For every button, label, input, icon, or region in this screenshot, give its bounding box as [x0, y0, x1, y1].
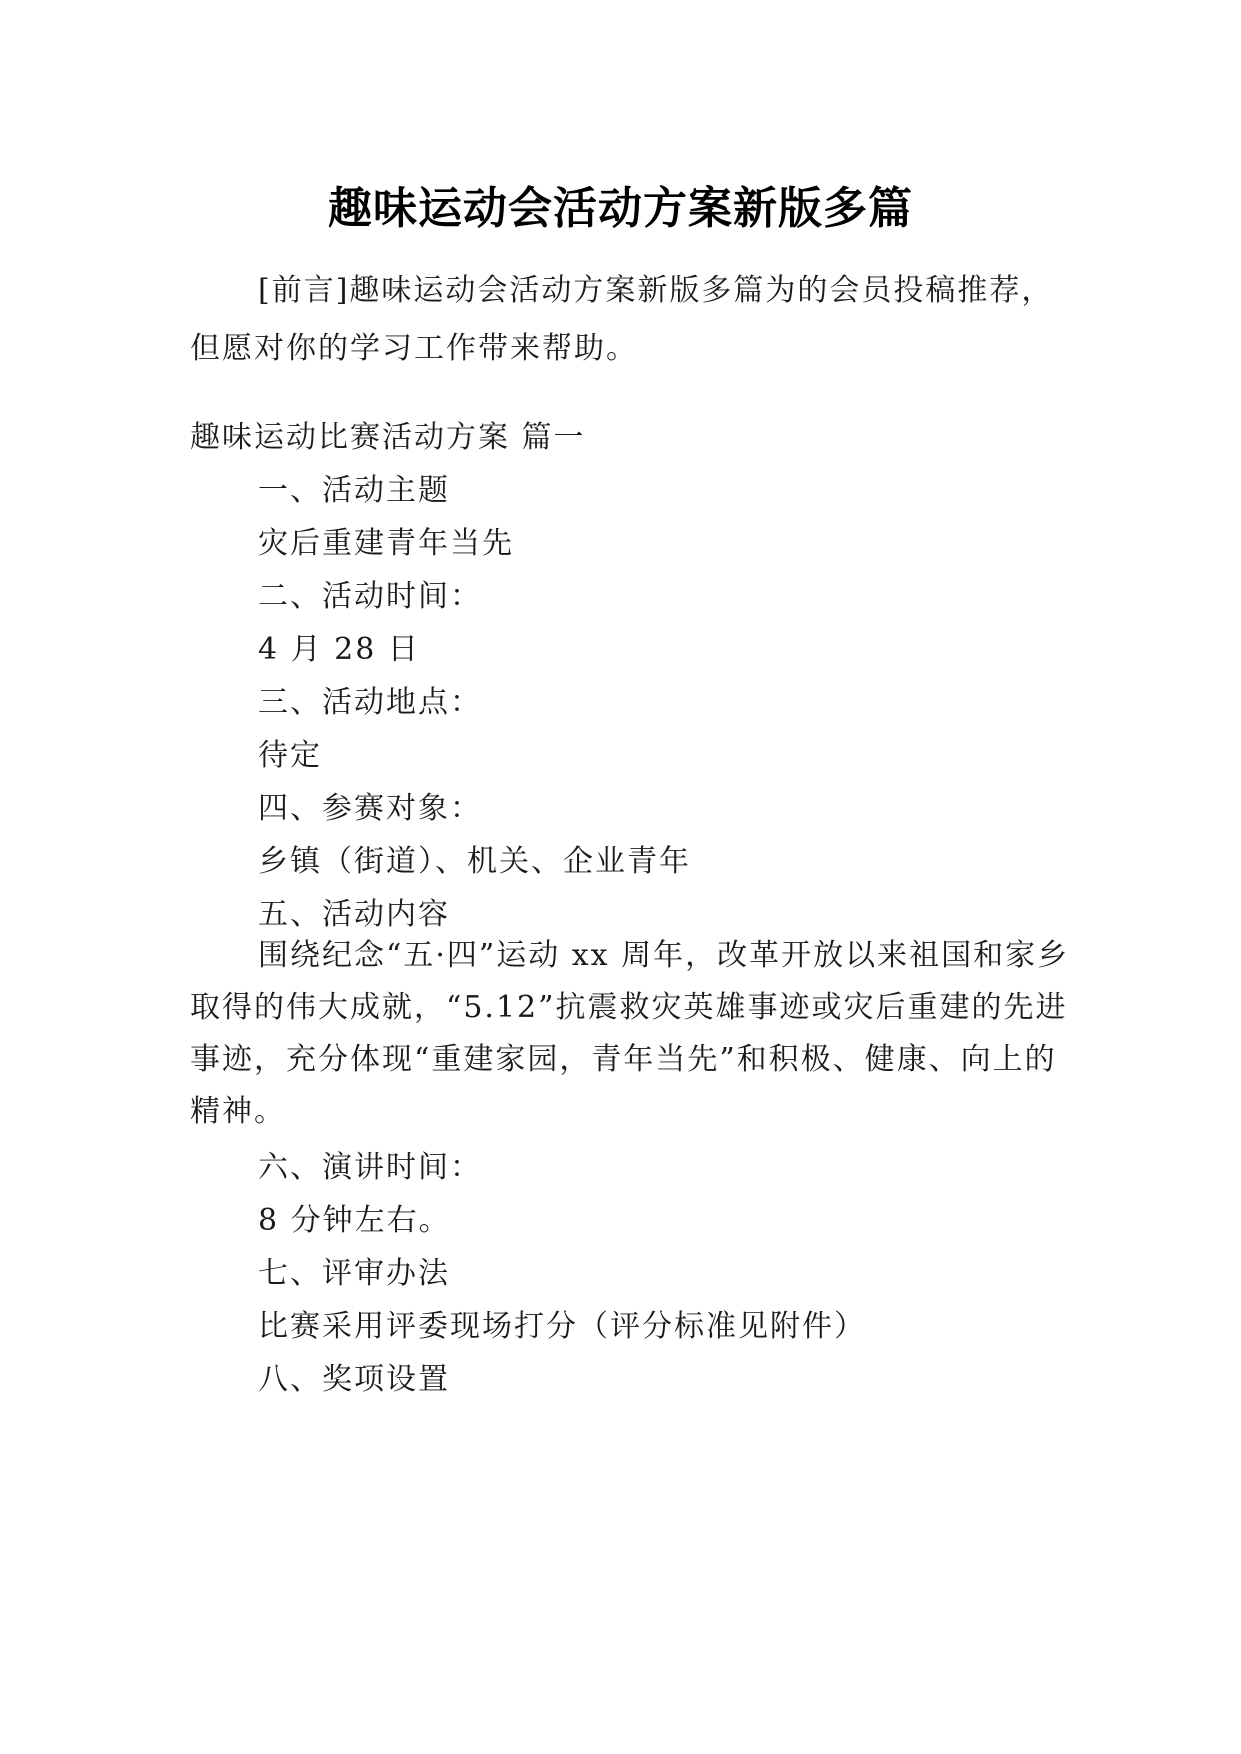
item-line: 灾后重建青年当先	[258, 526, 514, 561]
item-line: 三、活动地点：	[258, 685, 482, 720]
preface-paragraph: [前言]趣味运动会活动方案新版多篇为的会员投稿推荐，但愿对你的学习工作带来帮助。	[190, 273, 1054, 366]
item-line: 五、活动内容	[258, 897, 450, 932]
document-title: 趣味运动会活动方案新版多篇	[328, 183, 913, 235]
item-line: 比赛采用评委现场打分（评分标准见附件）	[258, 1309, 866, 1344]
content-paragraph: 围绕纪念“五·四”运动 xx 周年，改革开放以来祖国和家乡取得的伟大成就，“5.12”抗震救灾英雄事迹或灾后重建的先进事迹，充分体现“重建家园，青年当先”和积极、健康、向上的精神。	[190, 938, 1070, 1129]
item-line: 七、评审办法	[258, 1256, 450, 1291]
item-line: 4 月 28 日	[258, 632, 420, 667]
item-line: 8 分钟左右。	[258, 1203, 451, 1238]
item-line: 八、奖项设置	[258, 1362, 450, 1397]
item-line: 六、演讲时间：	[258, 1150, 482, 1185]
item-line: 四、参赛对象：	[258, 791, 482, 826]
item-line: 待定	[258, 738, 322, 773]
item-line: 乡镇（街道）、机关、企业青年	[258, 844, 691, 879]
item-line: 一、活动主题	[258, 473, 450, 508]
section-heading: 趣味运动比赛活动方案 篇一	[190, 420, 586, 455]
item-line: 二、活动时间：	[258, 579, 482, 614]
